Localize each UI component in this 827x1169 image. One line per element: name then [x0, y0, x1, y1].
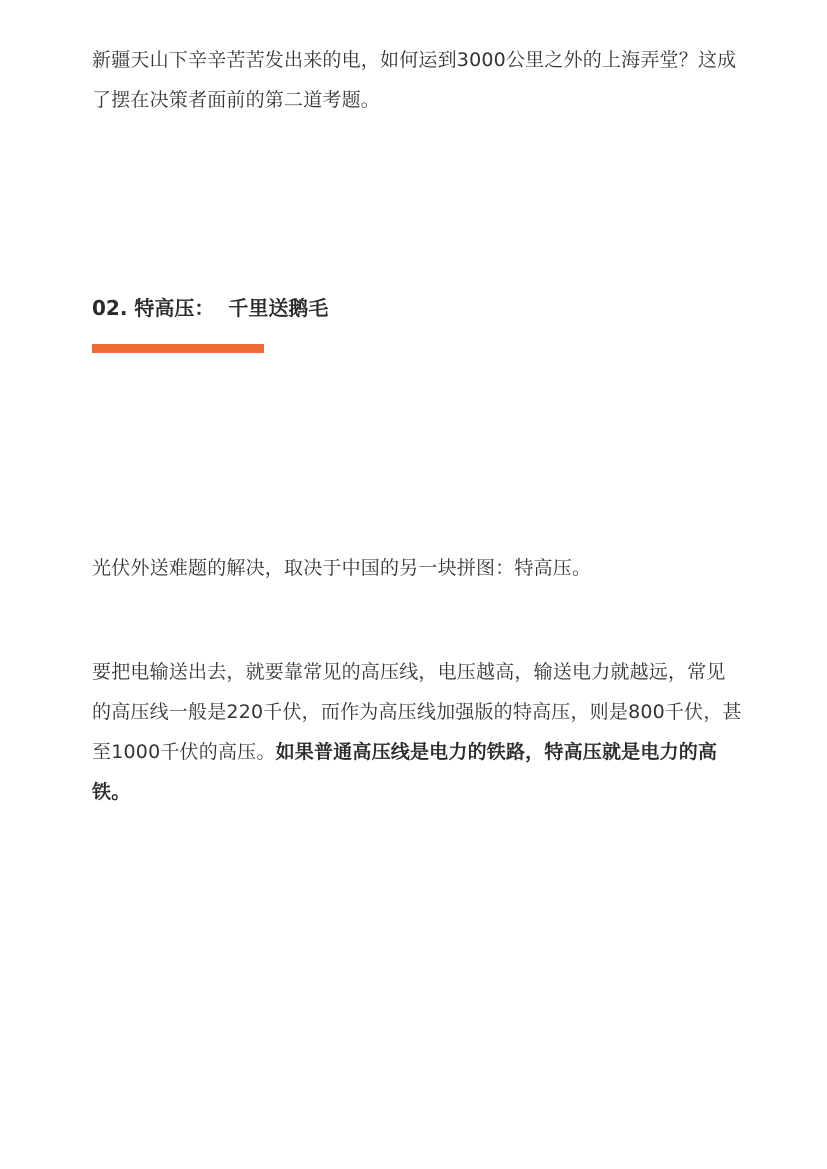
section-number: 02. [92, 296, 128, 320]
intro-paragraph: 新疆天山下辛辛苦苦发出来的电，如何运到3000公里之外的上海弄堂？这成了摆在决策者面前的第二道考题。 [92, 49, 737, 111]
body-paragraph-puzzle: 光伏外送难题的解决，取决于中国的另一块拼图：特高压。 [92, 557, 592, 579]
section-title: 特高压： [134, 296, 215, 320]
section-heading [92, 293, 328, 323]
heading-accent-bar [92, 344, 264, 353]
body-paragraph-voltage [92, 652, 742, 812]
section-subtitle: 千里送鹅毛 [228, 296, 329, 320]
emphasis-text: 如果普通高压线是电力的铁路，特高压就是电力的高铁。 [92, 741, 718, 803]
voltage-text: 要把电输送出去，就要靠常见的高压线，电压越高，输送电力就越远，常见的高压线一般是220千伏，而作为高压线加强版的特高压，则是800千伏，甚至1000千伏的高压。 [92, 661, 742, 763]
